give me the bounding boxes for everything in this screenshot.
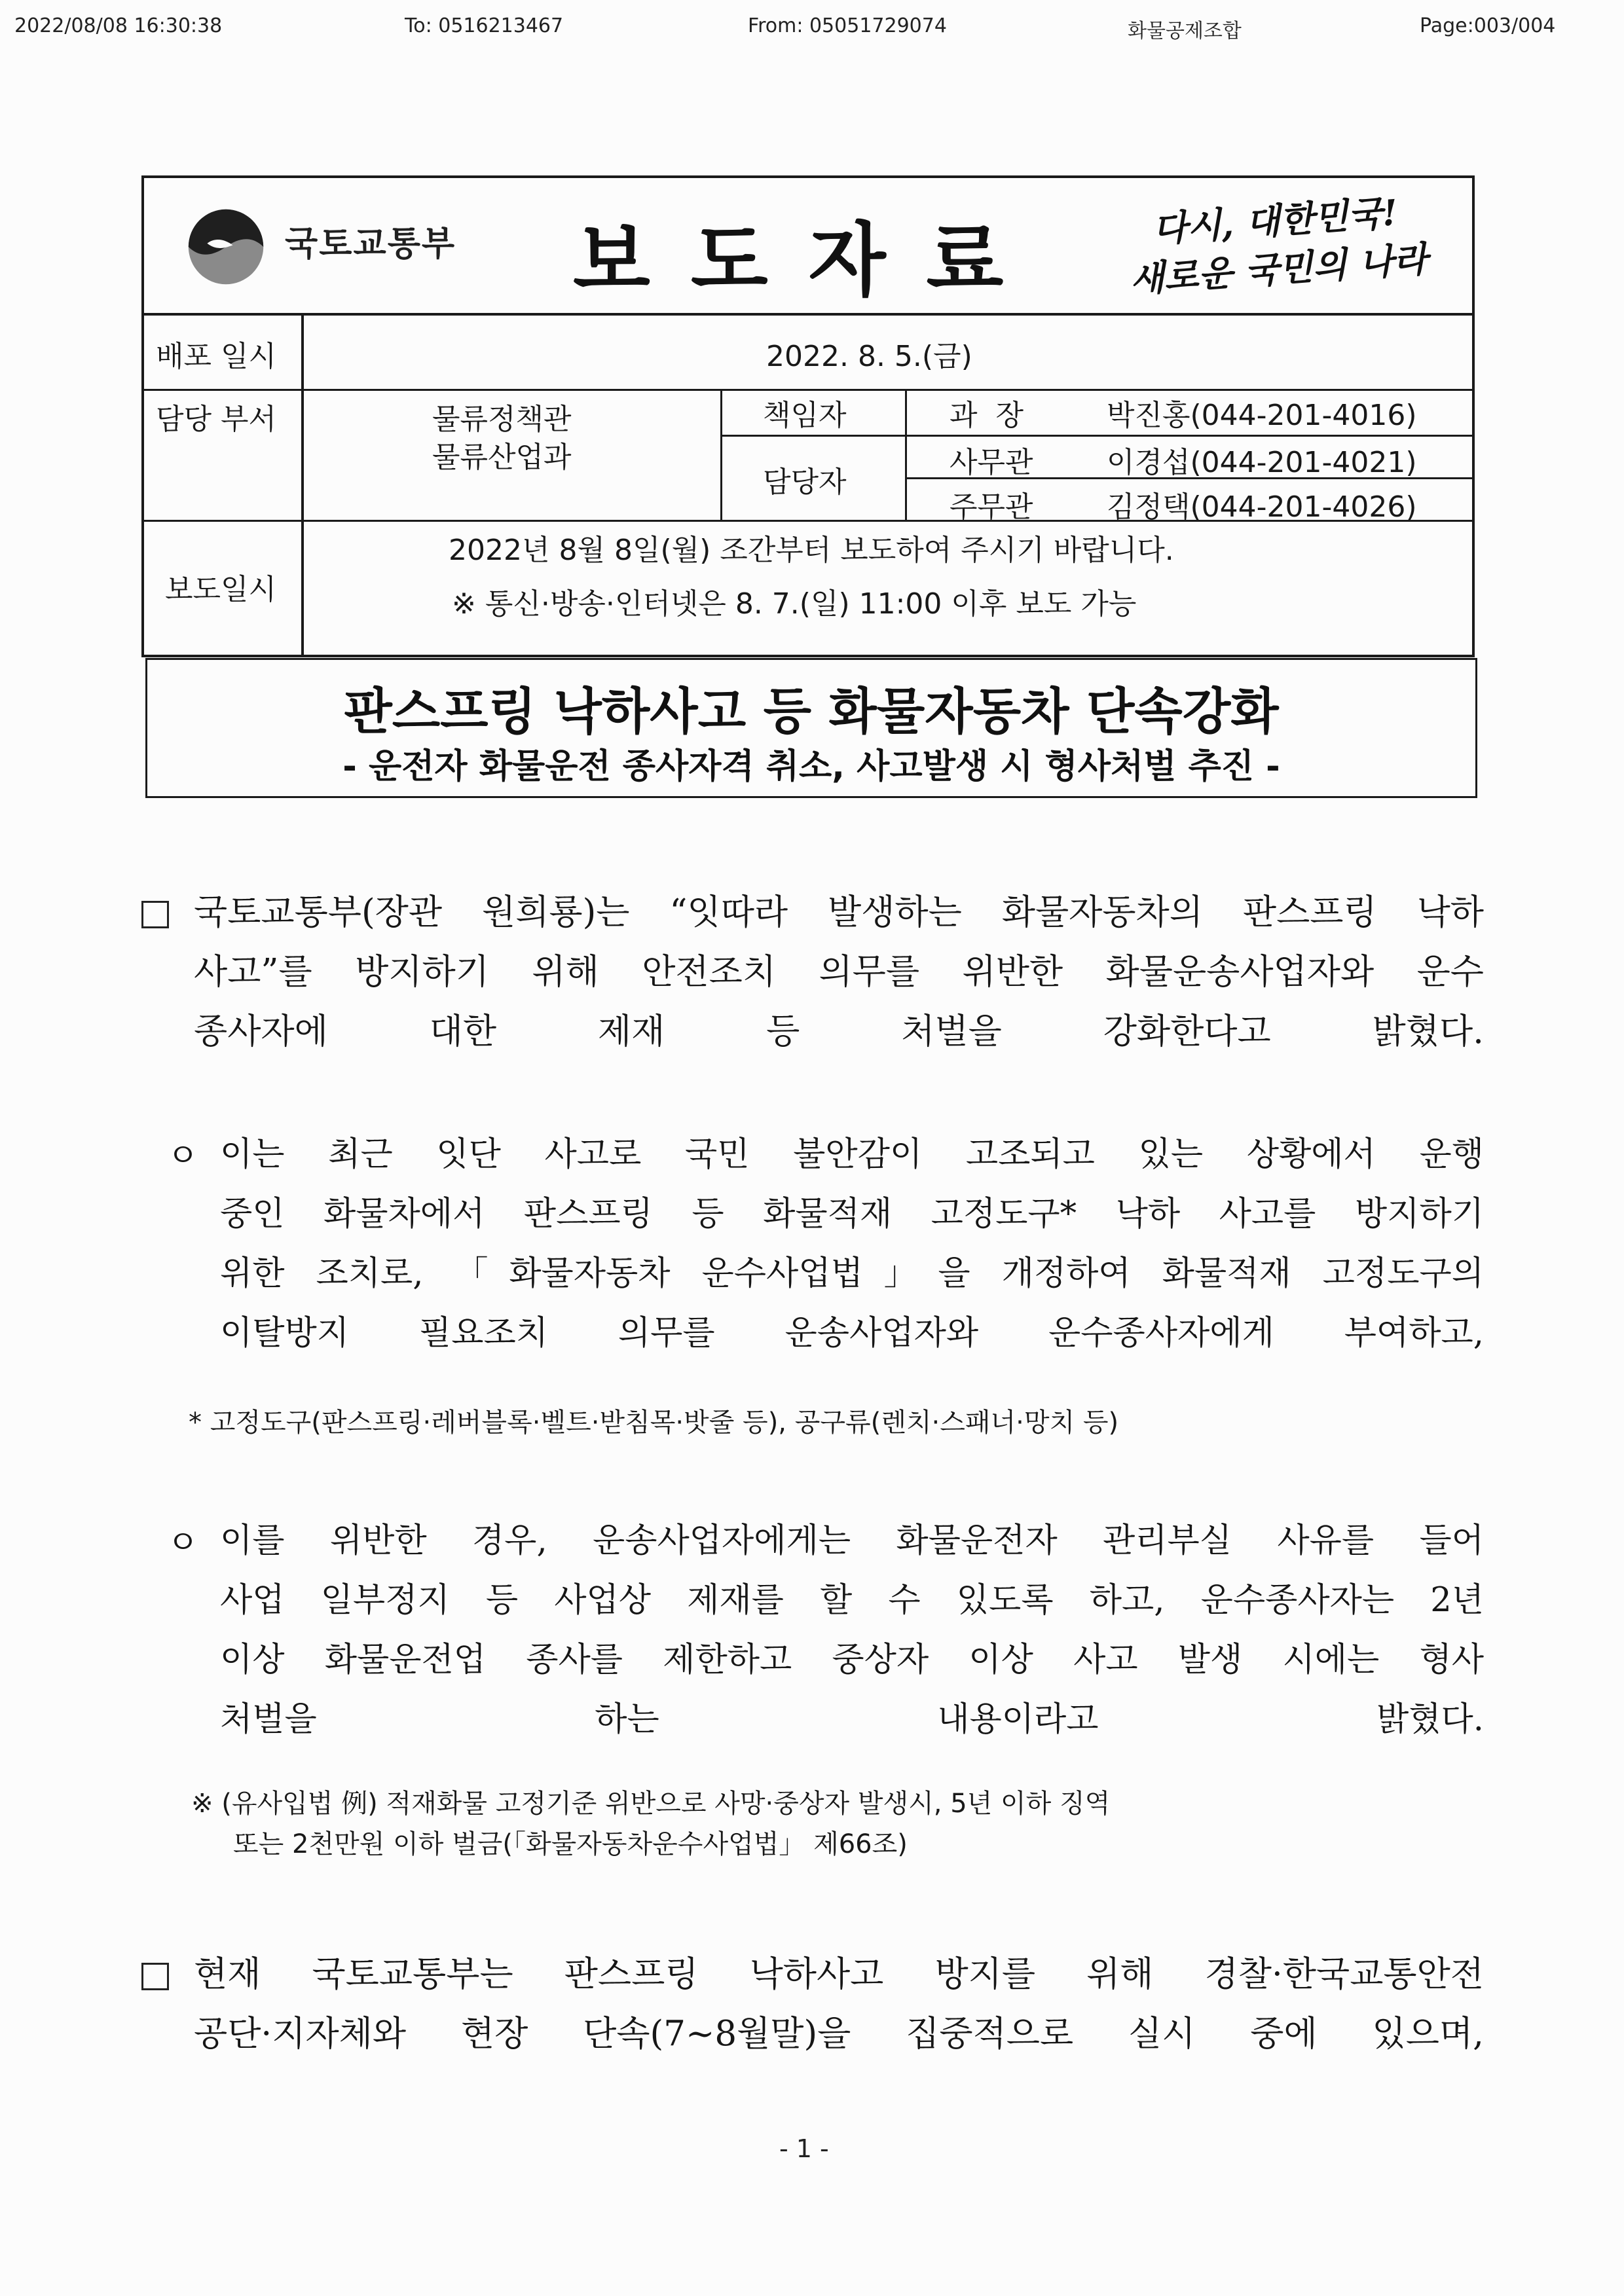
contact-name-phone: 이경섭(044-201-4021) xyxy=(1107,446,1417,479)
headline-subtitle: - 운전자 화물운전 종사자격 취소, 사고발생 시 형사처벌 추진 - xyxy=(342,747,1280,786)
note-line: ※ (유사입법 例) 적재화물 고정기준 위반으로 사망·중상자 발생시, 5년 이하 징역 xyxy=(191,1789,1111,1819)
paragraph-line: 현재 국토교통부는 판스프링 낙하사고 방지를 위해 경찰·한국교통안전 xyxy=(194,1954,1484,1994)
paragraph-line: 이탈방지 필요조치 의무를 운송사업자와 운수종사자에게 부여하고, xyxy=(220,1314,1484,1353)
press-release-header xyxy=(141,175,1475,657)
paragraph-1 xyxy=(194,883,1484,1061)
table-rule xyxy=(720,389,722,520)
government-slogan xyxy=(1103,185,1450,305)
paragraph-4 xyxy=(194,1944,1484,2064)
contact-name-phone: 박진홍(044-201-4016) xyxy=(1107,399,1417,432)
ministry-logo-icon xyxy=(183,204,268,289)
table-rule xyxy=(301,313,304,656)
fax-from-number: From: 05051729074 xyxy=(748,14,947,37)
fax-page-indicator: Page:003/004 xyxy=(1420,14,1556,37)
paragraph-line: 공단·지자체와 현장 단속(7~8월말)을 집중적으로 실시 중에 있으며, xyxy=(194,2014,1484,2054)
paragraph-3 xyxy=(220,1511,1484,1749)
release-time-line-1: 2022년 8월 8일(월) 조간부터 보도하여 주시기 바랍니다. xyxy=(449,534,1174,567)
checkbox-square-icon xyxy=(141,901,169,928)
paragraph-line: 국토교통부(장관 원희룡)는 “잇따라 발생하는 화물자동차의 판스프링 낙하 xyxy=(194,892,1484,932)
headline-box xyxy=(145,658,1477,798)
paragraph-line: 처벌을 하는 내용이라고 밝혔다. xyxy=(220,1700,1484,1739)
release-time-line-2: ※ 통신·방송·인터넷은 8. 7.(일) 11:00 이후 보도 가능 xyxy=(452,587,1137,621)
paragraph-line: 이는 최근 잇단 사고로 국민 불안감이 고조되고 있는 상황에서 운행 xyxy=(220,1135,1484,1174)
note-line: 또는 2천만원 이하 벌금(「화물자동차운수사업법」 제66조) xyxy=(233,1829,908,1859)
contact-name-phone: 김정택(044-201-4026) xyxy=(1107,490,1417,524)
bullet-marker: ㅇ xyxy=(167,1523,199,1561)
table-rule xyxy=(722,435,1472,437)
slogan-line-2: 새로운 국민의 나라 xyxy=(1128,238,1429,301)
bullet-marker: ㅇ xyxy=(167,1137,199,1175)
department-label: 담당 부서 xyxy=(156,403,277,436)
paragraph-line: 종사자에 대한 제재 등 처벌을 강화한다고 밝혔다. xyxy=(194,1011,1484,1051)
contact-title: 사무관 xyxy=(950,446,1033,479)
distribution-date-label: 배포 일시 xyxy=(156,340,277,373)
contact-title: 주무관 xyxy=(950,490,1033,524)
paragraph-line: 사업 일부정지 등 사업상 제재를 할 수 있도록 하고, 운수종사자는 2년 xyxy=(220,1581,1484,1620)
footnote-tools: * 고정도구(판스프링·레버블록·벨트·받침목·밧줄 등), 공구류(렌치·스패너·망치 등) xyxy=(189,1408,1119,1438)
paragraph-line: 이상 화물운전업 종사를 제한하고 중상자 이상 사고 발생 시에는 형사 xyxy=(220,1641,1484,1679)
press-release-title: 보도자료 xyxy=(573,214,1044,307)
department-1: 물류정책관 xyxy=(432,403,572,436)
fax-to-number: To: 0516213467 xyxy=(405,14,564,37)
contact-label: 담당자 xyxy=(763,465,847,499)
paragraph-line: 이를 위반한 경우, 운송사업자에게는 화물운전자 관리부실 사유를 들어 xyxy=(220,1522,1484,1560)
release-time-label: 보도일시 xyxy=(165,573,277,606)
paragraph-line: 사고”를 방지하기 위해 안전조치 의무를 위반한 화물운송사업자와 운수 xyxy=(194,952,1484,992)
fax-sender-name: 화물공제조합 xyxy=(1128,20,1242,43)
table-rule xyxy=(905,389,907,520)
checkbox-square-icon xyxy=(141,1963,169,1990)
slogan-line-1: 다시, 대한민국! xyxy=(1151,191,1399,251)
paragraph-line: 위한 조치로, 「화물자동차 운수사업법」을 개정하여 화물적재 고정도구의 xyxy=(220,1254,1484,1293)
banner xyxy=(144,178,1472,316)
ministry-name: 국토교통부 xyxy=(285,225,456,264)
headline-title: 판스프링 낙하사고 등 화물자동차 단속강화 xyxy=(344,682,1279,740)
page-number: - 1 - xyxy=(779,2134,829,2163)
paragraph-line: 중인 화물차에서 판스프링 등 화물적재 고정도구* 낙하 사고를 방지하기 xyxy=(220,1195,1484,1233)
fax-timestamp: 2022/08/08 16:30:38 xyxy=(14,14,223,37)
department-2: 물류산업과 xyxy=(432,441,572,474)
responsible-label: 책임자 xyxy=(763,399,847,432)
paragraph-2 xyxy=(220,1125,1484,1363)
similar-legislation-note xyxy=(191,1783,1485,1865)
contact-title: 과 장 xyxy=(950,399,1024,432)
distribution-date: 2022. 8. 5.(금) xyxy=(766,340,972,373)
table-rule xyxy=(144,389,1472,391)
